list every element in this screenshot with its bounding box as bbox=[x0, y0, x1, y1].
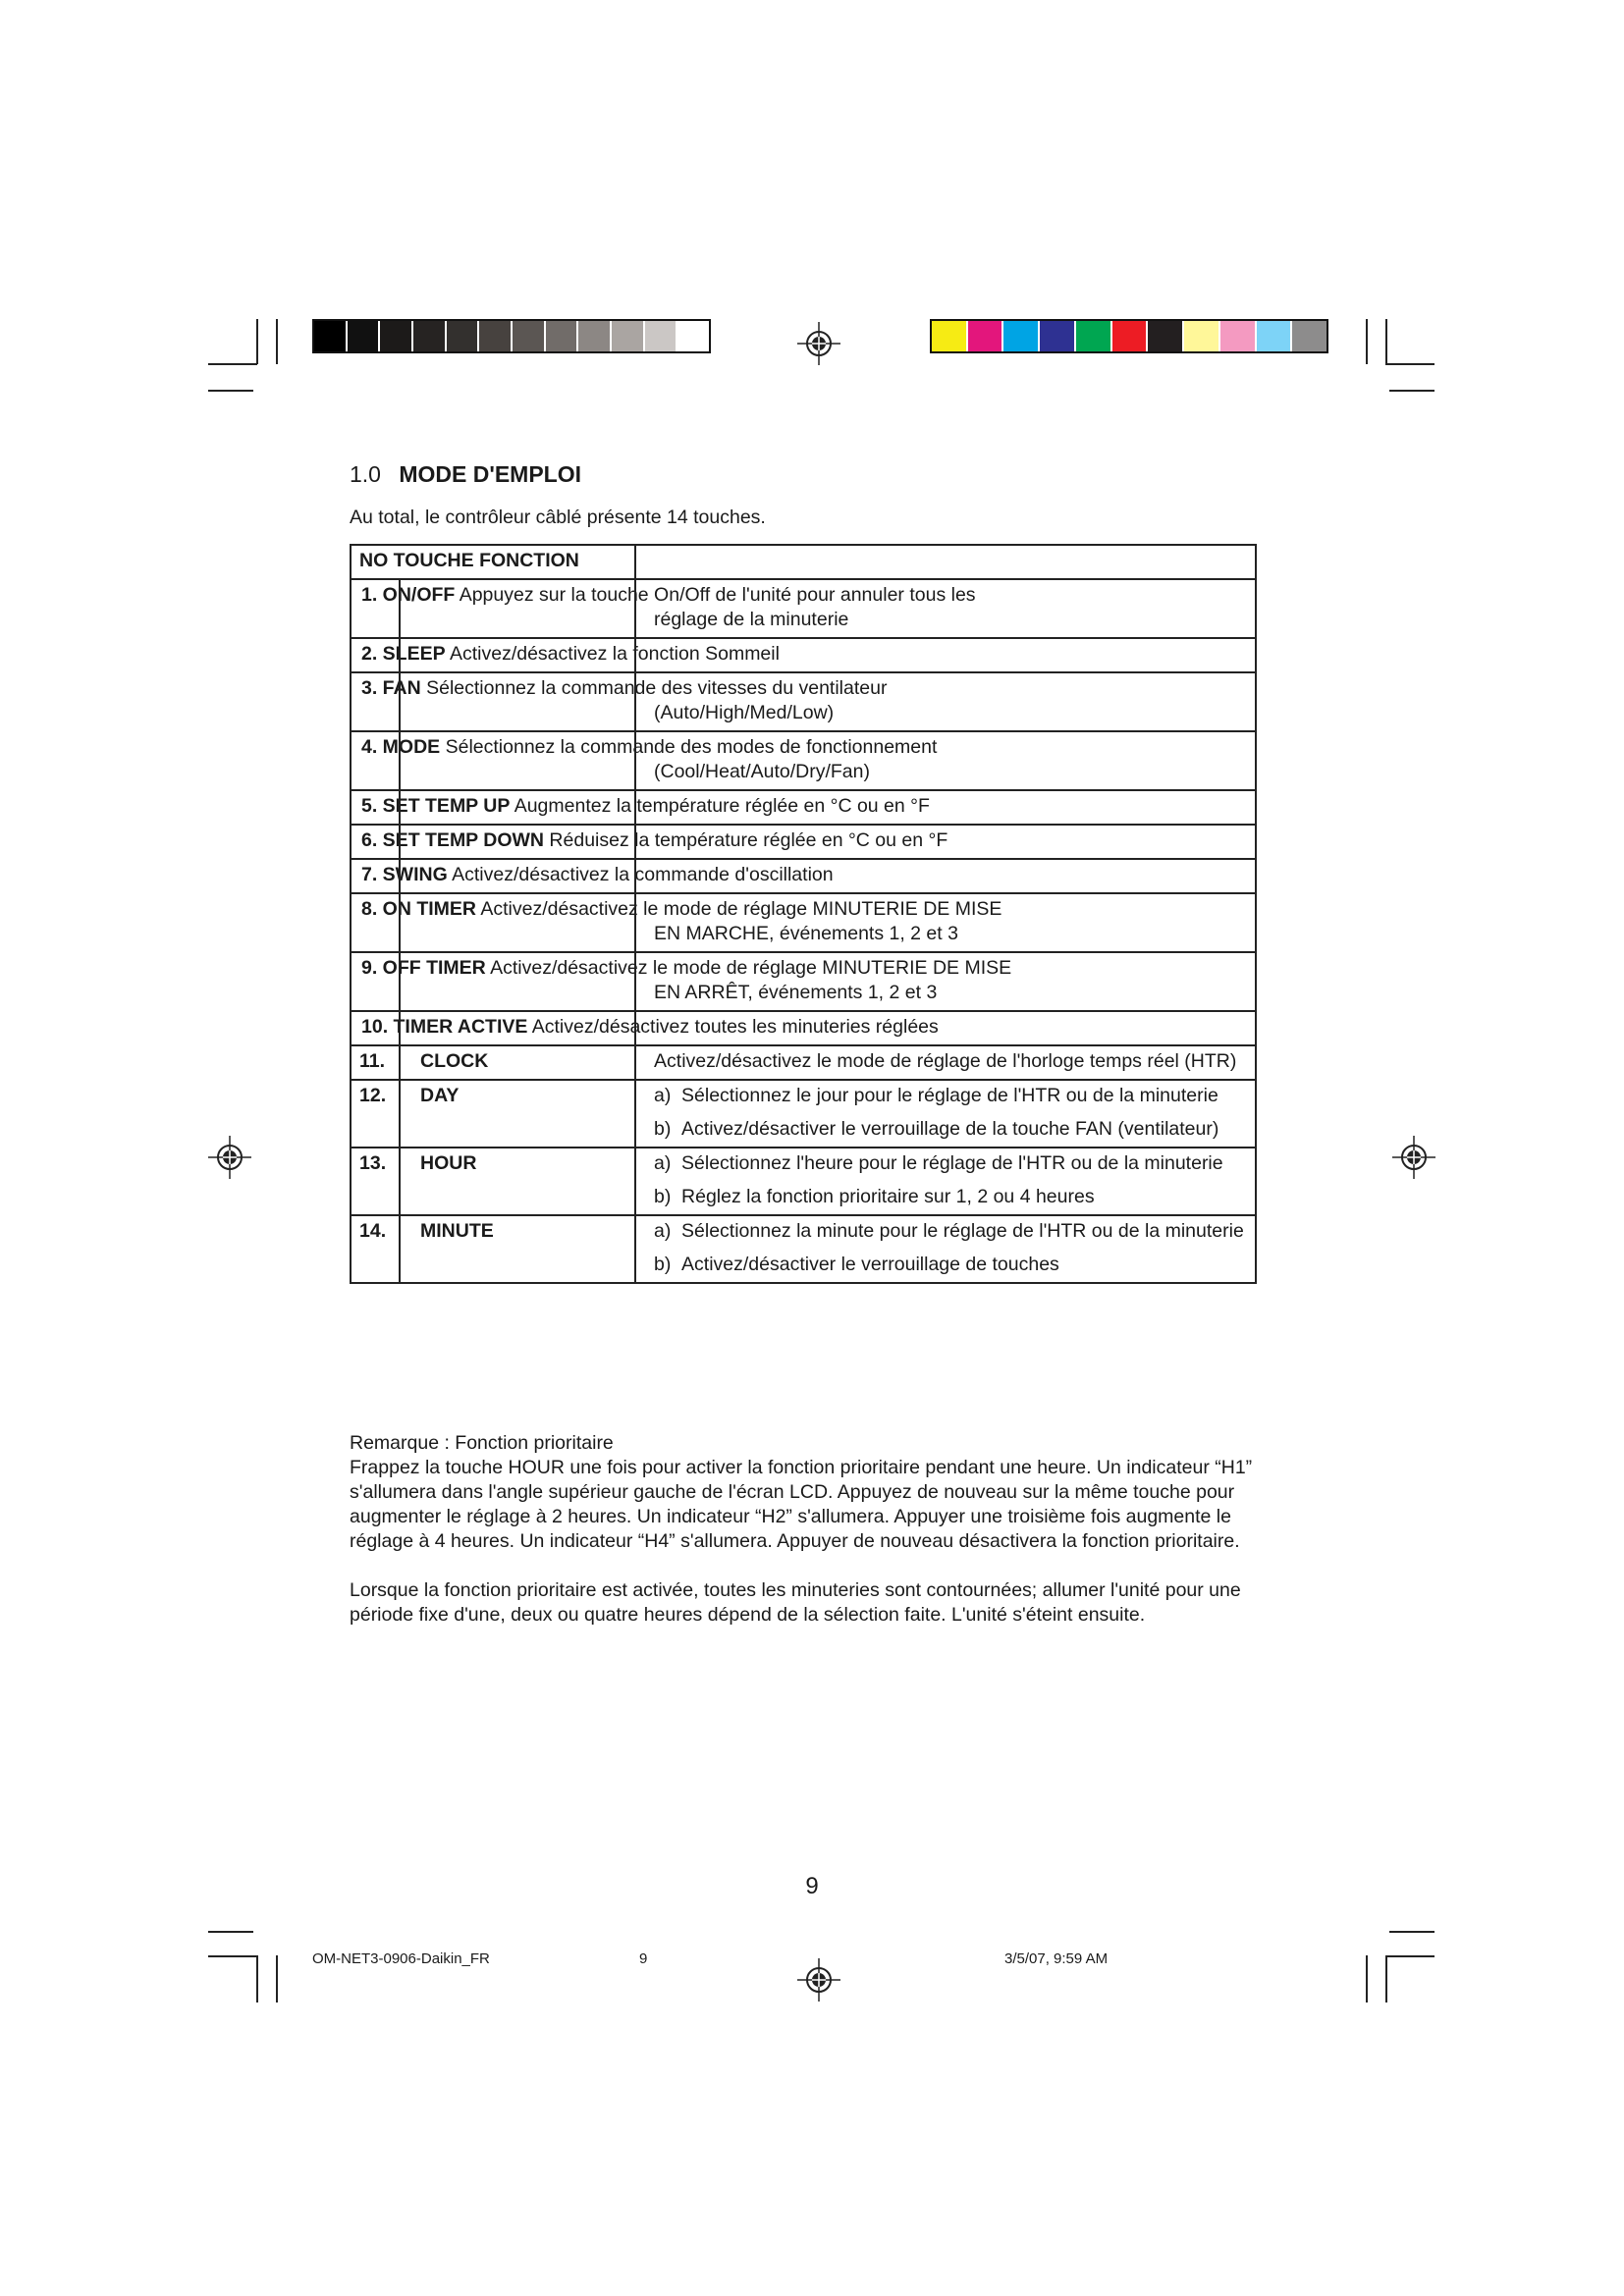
item-text: Activez/désactivez le mode de réglage de l'horloge temps réel (HTR) bbox=[654, 1050, 1237, 1072]
color-swatch bbox=[447, 321, 480, 351]
note-paragraph: Frappez la touche HOUR une fois pour activer la fonction prioritaire pendant une heure. Un indicateur “H1” s'allumera dans l'angle supérieur gauche de l'écran LCD. Appuyez de nouveau sur la même touche pour augmenter le réglage à 2 heures. Un indicateur “H2” s'allumera. Appuyer une troisième fois augmente le réglage à 4 heures. Un indicateur “H4” s'allumera. Appuyer de nouveau désactivera la fonction prioritaire. bbox=[350, 1457, 1253, 1552]
key-function-cont: réglage de la minuterie bbox=[654, 609, 849, 630]
color-swatch bbox=[1076, 321, 1112, 351]
color-swatch bbox=[546, 321, 579, 351]
slug-date: 3/5/07, 9:59 AM bbox=[1004, 1950, 1109, 1967]
item-label: b) bbox=[654, 1186, 672, 1207]
item-text: Activez/désactiver le verrouillage de touches bbox=[681, 1254, 1059, 1275]
table-row bbox=[351, 731, 1256, 790]
column-divider bbox=[634, 1012, 636, 1044]
merged-cell bbox=[351, 790, 1256, 825]
row-line bbox=[361, 735, 1247, 760]
key-function-cont: EN ARRÊT, événements 1, 2 et 3 bbox=[654, 982, 938, 1003]
key-function: Activez/désactivez la fonction Sommeil bbox=[449, 643, 780, 665]
key-function: Activez/désactivez la commande d'oscillation bbox=[452, 864, 834, 885]
row-line bbox=[361, 794, 1247, 819]
row-number: 14. bbox=[359, 1220, 387, 1242]
color-swatch bbox=[645, 321, 678, 351]
row-number: 12. bbox=[359, 1085, 387, 1106]
table-header-row bbox=[351, 545, 1256, 579]
merged-cell bbox=[351, 672, 1256, 731]
crop-mark bbox=[208, 1931, 253, 1933]
color-swatch bbox=[413, 321, 447, 351]
column-divider bbox=[399, 826, 401, 858]
item-label: b) bbox=[654, 1254, 672, 1275]
crop-mark bbox=[1389, 1931, 1435, 1933]
color-swatch bbox=[1003, 321, 1040, 351]
note-title: Remarque : Fonction prioritaire bbox=[350, 1432, 614, 1454]
item-gap bbox=[654, 1176, 1247, 1185]
table-row bbox=[351, 1148, 1256, 1215]
item-label: b) bbox=[654, 1118, 672, 1140]
key-name: HOUR bbox=[420, 1152, 477, 1174]
merged-cell bbox=[351, 859, 1256, 893]
key-label: 1. ON/OFF bbox=[361, 584, 456, 606]
column-divider bbox=[399, 860, 401, 892]
crop-mark bbox=[1385, 363, 1435, 365]
row-line bbox=[361, 956, 1247, 981]
key-function: Augmentez la température réglée en °C ou en °F bbox=[514, 795, 930, 817]
function-cell bbox=[635, 1148, 1256, 1215]
merged-cell bbox=[351, 579, 1256, 638]
color-swatch bbox=[380, 321, 413, 351]
column-divider bbox=[399, 580, 401, 637]
column-divider bbox=[634, 673, 636, 730]
crop-mark bbox=[276, 319, 278, 364]
key-name-cell bbox=[400, 1045, 635, 1080]
key-function: Réduisez la température réglée en °C ou en °F bbox=[549, 829, 948, 851]
crop-mark bbox=[208, 363, 257, 365]
row-line bbox=[361, 1015, 1247, 1040]
column-divider bbox=[399, 953, 401, 1010]
key-label: 6. SET TEMP DOWN bbox=[361, 829, 544, 851]
key-label: 5. SET TEMP UP bbox=[361, 795, 511, 817]
registration-mark-icon bbox=[797, 322, 840, 365]
row-line bbox=[361, 583, 1247, 608]
column-divider bbox=[399, 791, 401, 824]
color-swatch bbox=[348, 321, 381, 351]
key-label: 4. MODE bbox=[361, 736, 441, 758]
key-function: Sélectionnez la commande des modes de fonctionnement bbox=[445, 736, 938, 758]
slug-filename: OM-NET3-0906-Daikin_FR bbox=[312, 1950, 490, 1967]
item-text: Activez/désactiver le verrouillage de la touche FAN (ventilateur) bbox=[681, 1118, 1219, 1140]
row-line bbox=[361, 828, 1247, 853]
key-function: Appuyez sur la touche On/Off de l'unité pour annuler tous les bbox=[459, 584, 976, 606]
key-function-cont: (Cool/Heat/Auto/Dry/Fan) bbox=[654, 761, 870, 782]
column-divider bbox=[399, 894, 401, 951]
key-label: 2. SLEEP bbox=[361, 643, 446, 665]
section-title: MODE D'EMPLOI bbox=[399, 461, 582, 487]
color-swatch bbox=[1257, 321, 1293, 351]
function-cell bbox=[635, 1045, 1256, 1080]
color-swatch bbox=[479, 321, 513, 351]
column-divider bbox=[634, 639, 636, 671]
color-swatch bbox=[1040, 321, 1076, 351]
crop-mark bbox=[1366, 319, 1368, 364]
note-paragraph: Lorsque la fonction prioritaire est activée, toutes les minuteries sont contournées; allumer l'unité pour une période fixe d'une, deux ou quatre heures dépend de la sélection faite. L'unité s'éteint ensuite. bbox=[350, 1579, 1241, 1626]
function-item bbox=[654, 1151, 1247, 1176]
key-function-cont: EN MARCHE, événements 1, 2 et 3 bbox=[654, 923, 958, 944]
registration-mark-icon bbox=[1392, 1136, 1435, 1179]
crop-mark bbox=[256, 1955, 258, 2002]
key-name-cell bbox=[400, 1148, 635, 1215]
key-label: 9. OFF TIMER bbox=[361, 957, 486, 979]
table-row bbox=[351, 1080, 1256, 1148]
key-label: 10. TIMER ACTIVE bbox=[361, 1016, 528, 1038]
row-line bbox=[361, 897, 1247, 922]
section-heading bbox=[350, 461, 581, 488]
slug-page: 9 bbox=[639, 1950, 648, 1967]
table-row bbox=[351, 790, 1256, 825]
table-row bbox=[351, 638, 1256, 672]
item-text: Sélectionnez le jour pour le réglage de l'HTR ou de la minuterie bbox=[681, 1085, 1218, 1106]
key-name-cell bbox=[400, 1215, 635, 1283]
row-line bbox=[361, 863, 1247, 887]
notes-section bbox=[350, 1431, 1263, 1628]
intro-text: Au total, le contrôleur câblé présente 14 touches. bbox=[350, 507, 766, 528]
function-item bbox=[654, 1117, 1247, 1142]
row-number-cell bbox=[351, 1148, 400, 1215]
item-label: a) bbox=[654, 1152, 672, 1174]
column-divider bbox=[634, 953, 636, 1010]
table-row bbox=[351, 1215, 1256, 1283]
item-text: Sélectionnez l'heure pour le réglage de l'HTR ou de la minuterie bbox=[681, 1152, 1223, 1174]
registration-mark-icon bbox=[797, 1958, 840, 2002]
function-item bbox=[654, 1049, 1247, 1074]
key-name: MINUTE bbox=[420, 1220, 494, 1242]
merged-cell bbox=[351, 1011, 1256, 1045]
table-row bbox=[351, 859, 1256, 893]
merged-cell bbox=[351, 731, 1256, 790]
column-divider bbox=[634, 894, 636, 951]
function-item bbox=[654, 1253, 1247, 1277]
row-number: 13. bbox=[359, 1152, 387, 1174]
item-gap bbox=[654, 1244, 1247, 1253]
function-item bbox=[654, 1185, 1247, 1209]
column-divider bbox=[634, 580, 636, 637]
color-swatch bbox=[612, 321, 645, 351]
item-gap bbox=[654, 1108, 1247, 1117]
merged-cell bbox=[351, 893, 1256, 952]
key-label: 7. SWING bbox=[361, 864, 448, 885]
merged-cell bbox=[351, 825, 1256, 859]
color-bar bbox=[930, 319, 1328, 353]
key-name-cell bbox=[400, 1080, 635, 1148]
function-cell bbox=[635, 1080, 1256, 1148]
item-label: a) bbox=[654, 1085, 672, 1106]
key-name: CLOCK bbox=[420, 1050, 489, 1072]
crop-mark bbox=[208, 390, 253, 392]
color-swatch bbox=[968, 321, 1004, 351]
crop-mark bbox=[256, 319, 258, 364]
item-text: Réglez la fonction prioritaire sur 1, 2 ou 4 heures bbox=[681, 1186, 1095, 1207]
row-number-cell bbox=[351, 1215, 400, 1283]
merged-cell bbox=[351, 952, 1256, 1011]
color-swatch bbox=[513, 321, 546, 351]
crop-mark bbox=[276, 1955, 278, 2002]
row-number-cell bbox=[351, 1080, 400, 1148]
table-row bbox=[351, 672, 1256, 731]
column-divider bbox=[634, 826, 636, 858]
color-swatch bbox=[932, 321, 968, 351]
table-row bbox=[351, 825, 1256, 859]
table-header-empty bbox=[635, 545, 1256, 579]
column-divider bbox=[399, 639, 401, 671]
key-function-cont: (Auto/High/Med/Low) bbox=[654, 702, 835, 723]
function-cell bbox=[635, 1215, 1256, 1283]
column-divider bbox=[634, 860, 636, 892]
crop-mark bbox=[208, 1955, 257, 1957]
color-swatch bbox=[1148, 321, 1184, 351]
table-row bbox=[351, 952, 1256, 1011]
table-header: NO TOUCHE FONCTION bbox=[351, 545, 635, 579]
row-line bbox=[361, 642, 1247, 667]
merged-cell bbox=[351, 638, 1256, 672]
color-swatch bbox=[1292, 321, 1326, 351]
item-label: a) bbox=[654, 1220, 672, 1242]
row-number-cell bbox=[351, 1045, 400, 1080]
key-name: DAY bbox=[420, 1085, 460, 1106]
key-function-table bbox=[350, 544, 1257, 1284]
column-divider bbox=[399, 673, 401, 730]
table-row bbox=[351, 1045, 1256, 1080]
table-row bbox=[351, 1011, 1256, 1045]
color-swatch bbox=[677, 321, 709, 351]
section-number: 1.0 bbox=[350, 461, 381, 487]
key-label: 3. FAN bbox=[361, 677, 421, 699]
column-divider bbox=[634, 732, 636, 789]
registration-mark-icon bbox=[208, 1136, 251, 1179]
page-number: 9 bbox=[805, 1873, 819, 1899]
column-divider bbox=[399, 1012, 401, 1044]
crop-mark bbox=[1385, 319, 1387, 364]
key-function: Sélectionnez la commande des vitesses du ventilateur bbox=[426, 677, 888, 699]
table-row bbox=[351, 893, 1256, 952]
key-label: 8. ON TIMER bbox=[361, 898, 477, 920]
grayscale-bar bbox=[312, 319, 711, 353]
function-item bbox=[654, 1219, 1247, 1244]
color-swatch bbox=[1184, 321, 1220, 351]
color-swatch bbox=[578, 321, 612, 351]
key-function: Activez/désactivez le mode de réglage MINUTERIE DE MISE bbox=[480, 898, 1002, 920]
function-item bbox=[654, 1084, 1247, 1108]
crop-mark bbox=[1366, 1955, 1368, 2002]
column-divider bbox=[399, 732, 401, 789]
column-divider bbox=[634, 791, 636, 824]
key-function: Activez/désactivez le mode de réglage MINUTERIE DE MISE bbox=[490, 957, 1012, 979]
table-row bbox=[351, 579, 1256, 638]
key-function: Activez/désactivez toutes les minuteries réglées bbox=[531, 1016, 939, 1038]
color-swatch bbox=[314, 321, 348, 351]
row-number: 11. bbox=[359, 1050, 386, 1072]
crop-mark bbox=[1389, 390, 1435, 392]
item-text: Sélectionnez la minute pour le réglage de l'HTR ou de la minuterie bbox=[681, 1220, 1244, 1242]
color-swatch bbox=[1112, 321, 1149, 351]
crop-mark bbox=[1385, 1955, 1435, 1957]
row-line bbox=[361, 676, 1247, 701]
color-swatch bbox=[1220, 321, 1257, 351]
crop-mark bbox=[1385, 1955, 1387, 2002]
